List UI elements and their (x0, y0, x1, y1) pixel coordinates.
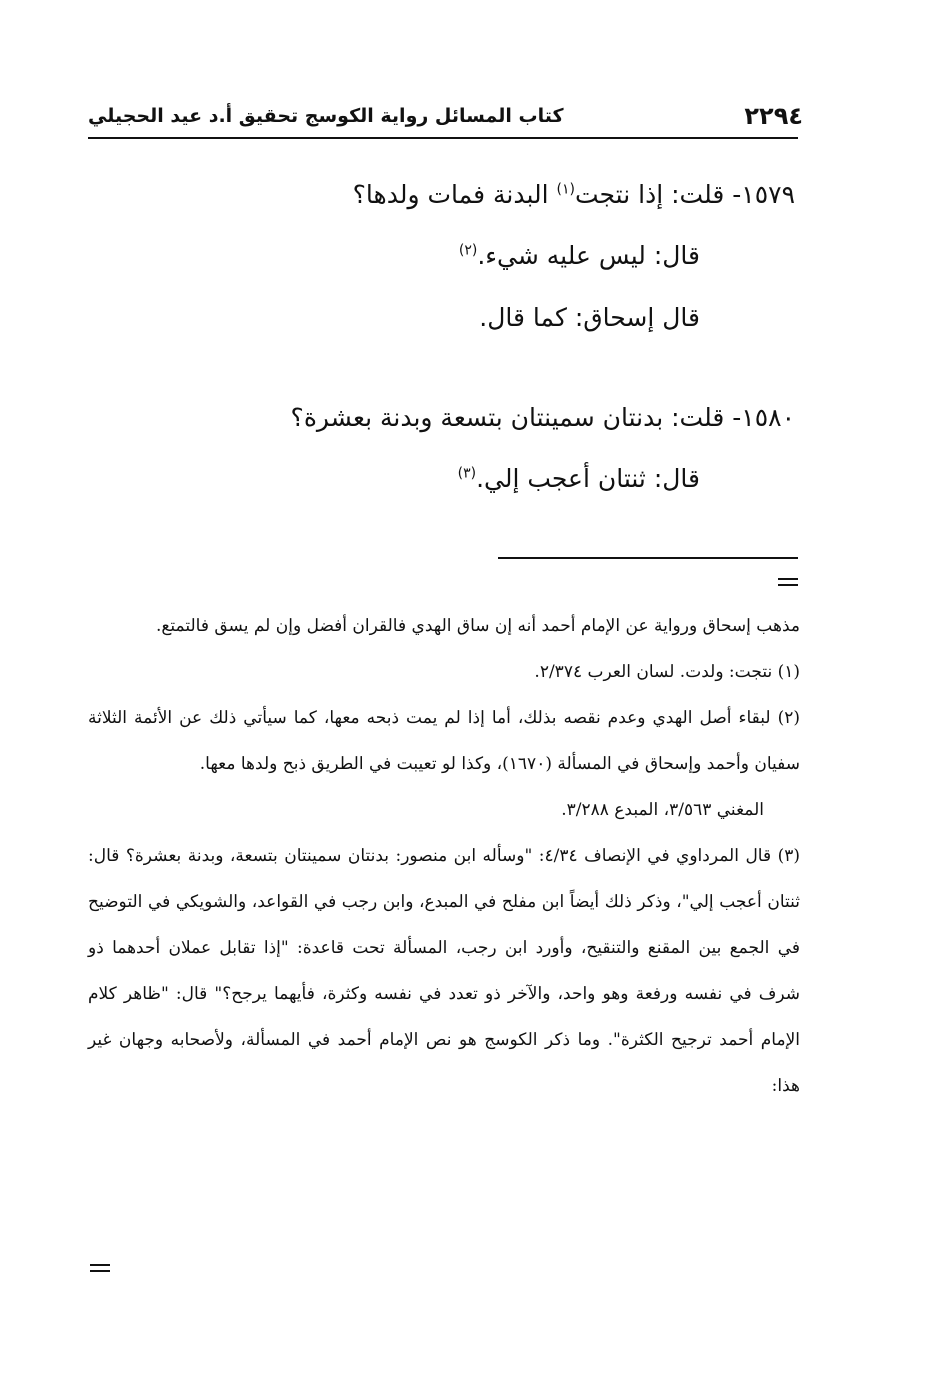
book-title: كتاب المسائل رواية الكوسج تحقيق أ.د عيد الحجيلي (88, 105, 564, 127)
footnote-ref-1: (١) (556, 181, 575, 198)
header-rule (88, 137, 798, 139)
continuation-mark-bottom (90, 1264, 110, 1272)
question-1580: ١٥٨٠- قلت: بدنتان سمينتان بتسعة وبدنة بعشرة؟ (290, 403, 795, 432)
footnote-ref-3: (٣) (457, 465, 477, 482)
footnote-1: (١) نتجت: ولدت. لسان العرب ٢/٣٧٤. (534, 662, 800, 682)
ishaq-answer-1579: قال إسحاق: كما قال. (479, 303, 700, 332)
question-1579: ١٥٧٩- قلت: إذا نتجت$^{(١)}$ البدنة فمات ولدها؟ (352, 180, 795, 209)
continuation-mark-top (778, 578, 798, 586)
page-number: ٢٢٩٤ (744, 102, 803, 130)
footnote-2-refs: المغني ٣/٥٦٣، المبدع ٣/٢٨٨. (561, 800, 764, 820)
footnote-ref-2: (٢) (458, 242, 478, 259)
footnotes (88, 603, 800, 1109)
footnote-separator (498, 557, 798, 559)
running-header (88, 100, 803, 132)
answer-1580: قال: ثنتان أعجب إلي.$^{(٣)}$ (457, 464, 700, 493)
footnote-continuation: مذهب إسحاق ورواية عن الإمام أحمد أنه إن ساق الهدي فالقران أفضل وإن لم يسق فالتمتع. (155, 616, 800, 636)
footnote-3: (٣) قال المرداوي في الإنصاف ٤/٣٤: "وسأله ابن منصور: بدنتان سمينتان بتسعة، وبدنة بعشرة؟ قال: ثنتان أعجب إلي"، وذكر ذلك أيضاً ابن مفلح في المبدع، وابن رجب في القواعد، والشويكي في التوضيح في الجمع بين المقنع والتنقيح، وأورد ابن رجب، المسألة تحت قاعدة: "إذا تقابل عملان أحدهما ذو شرف في نفسه ورفعة وهو واحد، والآخر ذو تعدد في نفسه وكثرة، فأيهما يرجح؟" قال: "ظاهر كلام الإمام أحمد ترجيح الكثرة". وما ذكر الكوسج هو نص الإمام أحمد في المسألة، ولأصحابه وجهان غير هذا: (88, 846, 800, 1096)
answer-1579: قال: ليس عليه شيء.$^{(٢)}$ (458, 241, 700, 270)
footnote-2: (٢) لبقاء أصل الهدي وعدم نقصه بذلك، أما إذا لم يمت ذبحه معها، كما سيأتي ذلك عن الأئمة الثلاثة سفيان وأحمد وإسحاق في المسألة (١٦٧٠)، وكذا لو تعيبت في الطريق ذبح ولدها معها. (88, 708, 800, 774)
